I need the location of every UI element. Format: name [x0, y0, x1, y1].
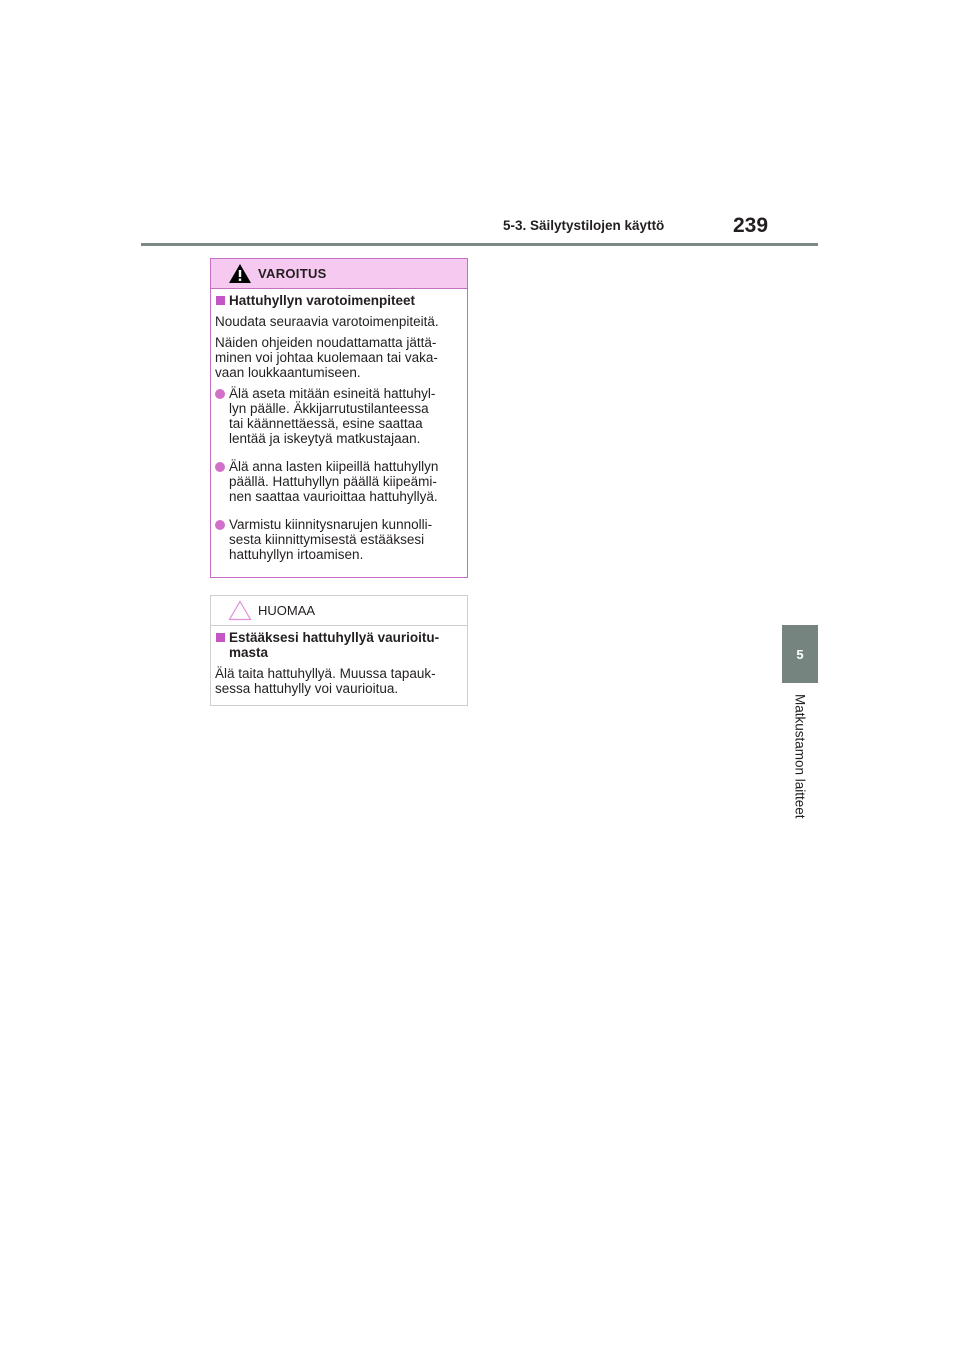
notice-header — [211, 596, 467, 626]
chapter-number: 5 — [796, 646, 804, 662]
warning-bullet-text: Varmistu kiinnitysnarujen kunnolli- sesta kiinnittymisestä estääksesi hattuhyllyn irtoamisen. — [229, 517, 433, 562]
chapter-tab — [782, 625, 818, 683]
square-bullet-icon — [216, 296, 225, 305]
notice-subheading — [215, 630, 463, 660]
header-rule — [141, 243, 818, 246]
notice-subheading-text: Estääksesi hattuhyllyä vaurioitu- masta — [229, 630, 440, 660]
warning-triangle-icon — [228, 263, 252, 284]
warning-header — [211, 259, 467, 289]
warning-subheading-text: Hattuhyllyn varotoimenpiteet — [229, 293, 416, 308]
warning-bullet — [215, 386, 463, 446]
warning-bullet-text: Älä aseta mitään esineitä hattuhyl- lyn päälle. Äkkijarrutustilanteessa tai käännettäessä, esine saattaa lentää ja iskeytyä matkustajaan. — [229, 386, 436, 446]
warning-bullet-text: Älä anna lasten kiipeillä hattuhyllyn päällä. Hattuhyllyn päällä kiipeämi- nen saattaa vaurioittaa hattuhyllyä. — [229, 459, 439, 504]
warning-subheading — [215, 293, 463, 308]
notice-content — [211, 626, 467, 696]
warning-bullet — [215, 517, 463, 562]
notice-title: HUOMAA — [258, 603, 316, 618]
warning-paragraph: Noudata seuraavia varotoimenpiteitä. — [215, 314, 439, 329]
caution-triangle-outline-icon — [228, 600, 252, 621]
round-bullet-icon — [215, 520, 225, 530]
round-bullet-icon — [215, 462, 225, 472]
warning-bullet — [215, 459, 463, 504]
warning-paragraph: Näiden ohjeiden noudattamatta jättä- minen voi johtaa kuolemaan tai vaka- vaan loukkaantumiseen. — [215, 335, 438, 380]
square-bullet-icon — [216, 633, 225, 642]
notice-box — [210, 595, 468, 706]
chapter-title: Matkustamon laitteet — [792, 694, 808, 819]
warning-box — [210, 258, 468, 578]
notice-paragraph: Älä taita hattuhyllyä. Muussa tapauk- sessa hattuhylly voi vaurioitua. — [215, 666, 436, 696]
warning-content — [211, 289, 467, 562]
page-number: 239 — [733, 214, 769, 237]
warning-title: VAROITUS — [258, 266, 327, 281]
section-title: 5-3. Säilytystilojen käyttö — [503, 218, 665, 233]
round-bullet-icon — [215, 389, 225, 399]
